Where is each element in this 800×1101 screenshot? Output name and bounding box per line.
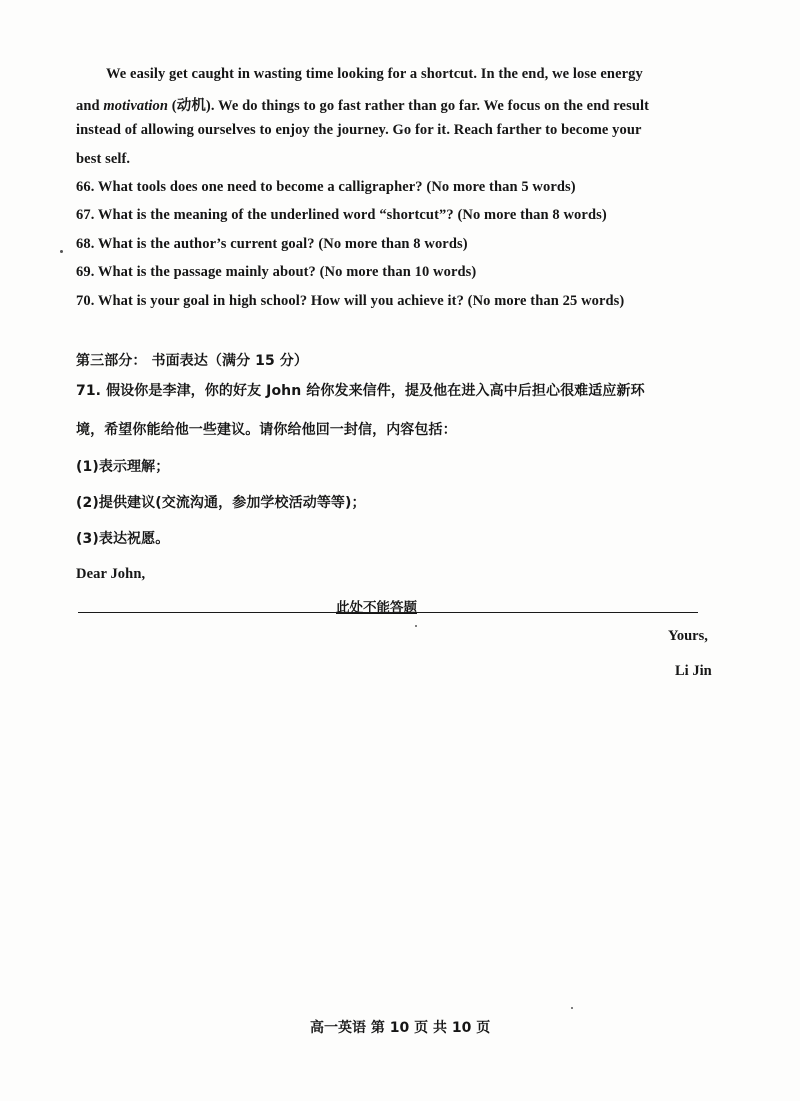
scan-speck <box>571 1007 573 1009</box>
question-68: 68. What is the author’s current goal? (No more than 8 words) <box>76 236 468 252</box>
passage-line-2-start: and <box>76 98 104 114</box>
motivation-word: motivation <box>103 98 169 114</box>
passage-line-3: instead of allowing ourselves to enjoy the journey. Go for it. Reach farther to become your <box>76 122 642 138</box>
scan-speck <box>415 625 417 627</box>
passage-line-4: best self. <box>76 151 131 167</box>
writing-prompt-line-1: 71. 假设你是李津，你的好友 John 给你发来信件，提及他在进入高中后担心很难适应新环 <box>76 383 645 399</box>
question-66: 66. What tools does one need to become a calligrapher? (No more than 5 words) <box>76 179 576 195</box>
writing-prompt-line-2: 境，希望你能给他一些建议。请你给他回一封信，内容包括： <box>76 422 457 438</box>
no-answer-note: 此处不能答题 <box>336 600 417 616</box>
question-69: 69. What is the passage mainly about? (No more than 10 words) <box>76 264 477 280</box>
salutation: Dear John, <box>76 566 146 582</box>
question-67: 67. What is the meaning of the underlined word “shortcut”? (No more than 8 words) <box>76 207 607 223</box>
answer-divider-line <box>78 612 698 613</box>
passage-line-2 <box>76 94 649 115</box>
question-70: 70. What is your goal in high school? How will you achieve it? (No more than 25 words) <box>76 293 625 309</box>
signature: Li Jin <box>675 663 712 679</box>
closing: Yours, <box>668 628 708 644</box>
scan-speck <box>60 250 63 253</box>
page-footer: 高一英语 第 10 页 共 10 页 <box>310 1020 491 1036</box>
section-title: 第三部分： 书面表达（满分 15 分） <box>76 353 309 369</box>
writing-item-1: (1)表示理解； <box>76 459 170 475</box>
passage-line-2-end: (动机). We do things to go fast rather than go far. We focus on the end result <box>168 98 650 114</box>
writing-item-2: (2)提供建议(交流沟通，参加学校活动等等)； <box>76 495 366 511</box>
writing-item-3: (3)表达祝愿。 <box>76 531 170 547</box>
passage-line-1: We easily get caught in wasting time looking for a shortcut. In the end, we lose energy <box>106 66 643 82</box>
